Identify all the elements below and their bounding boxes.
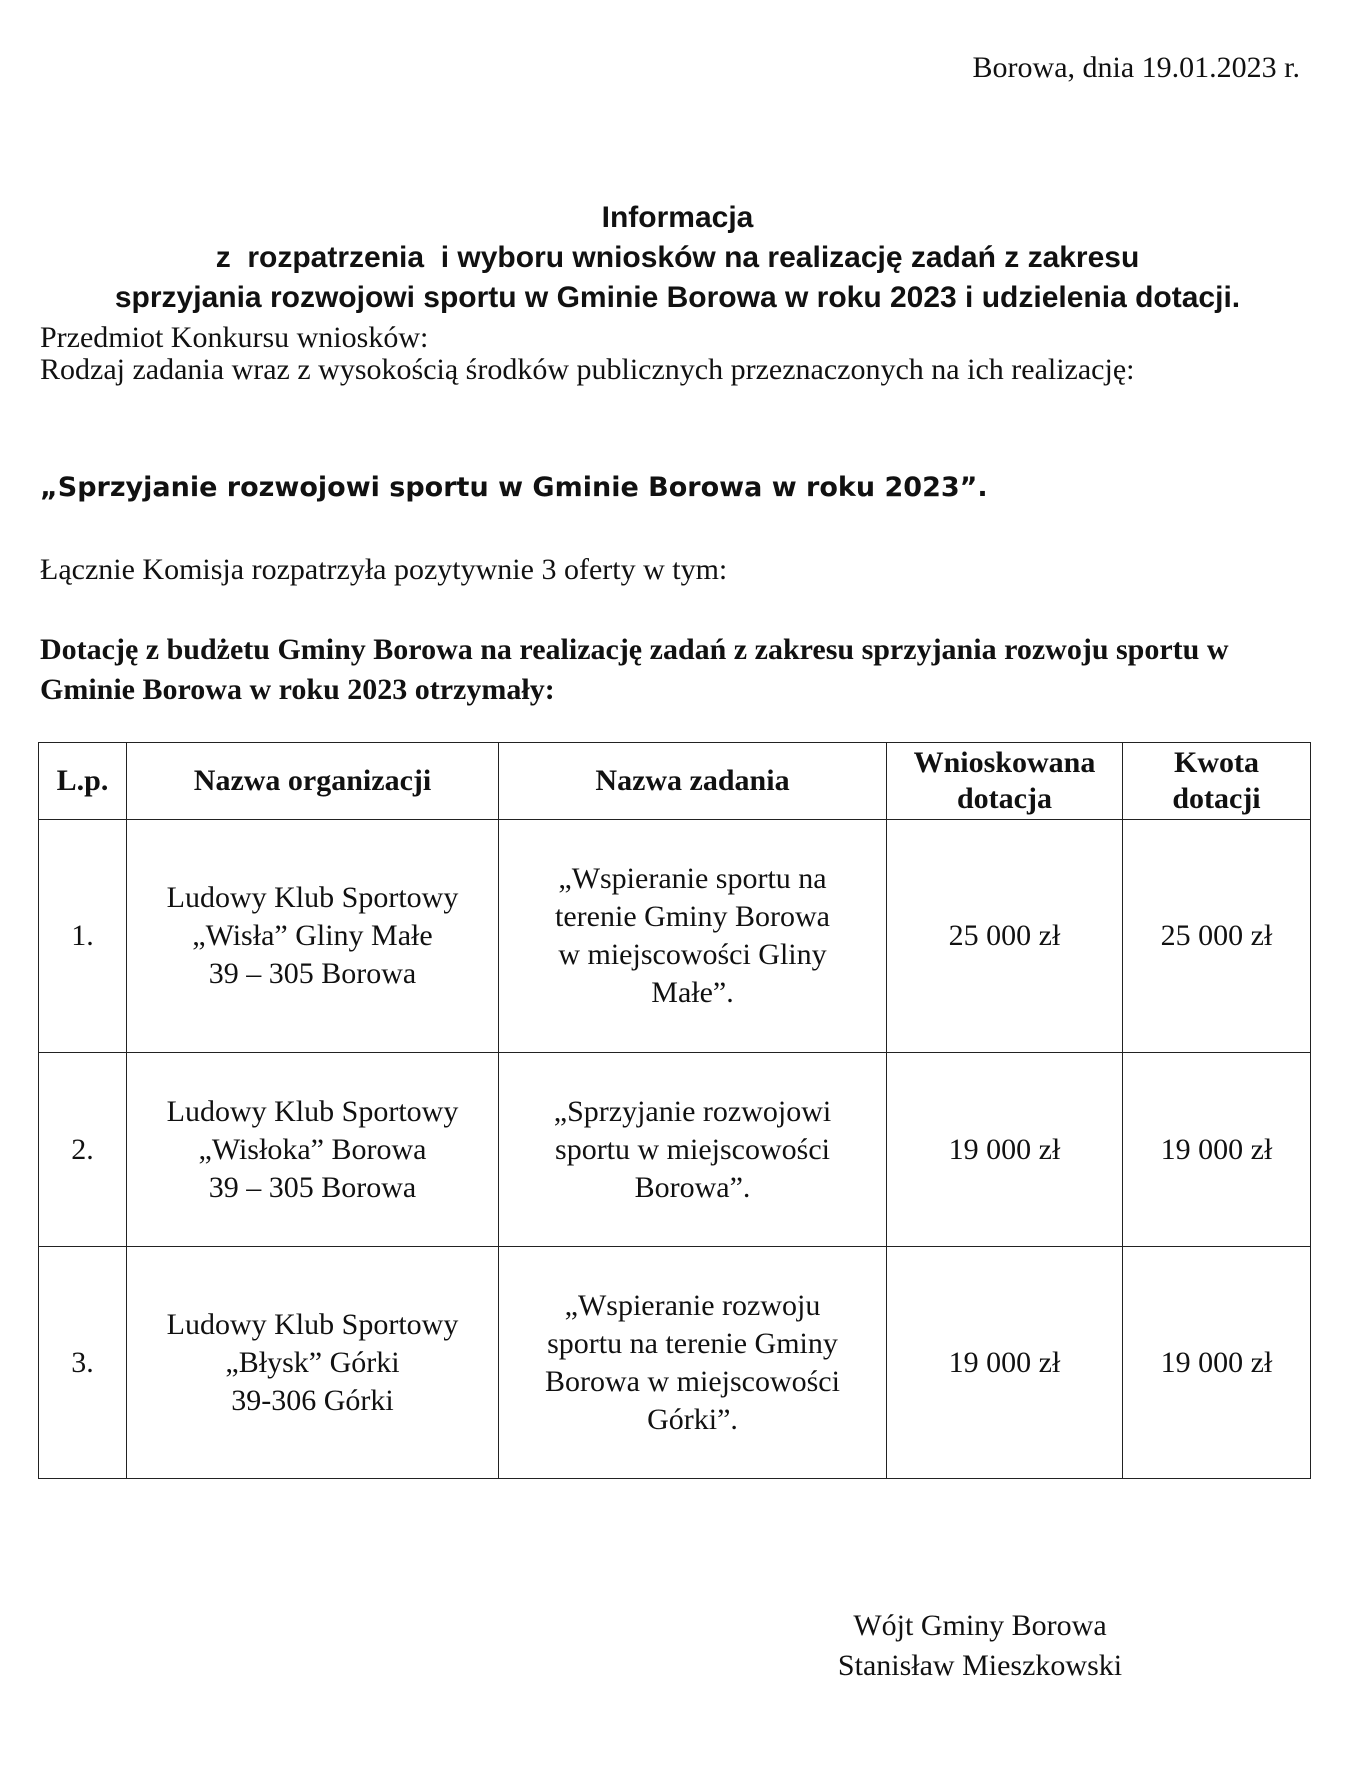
org-address: 39-306 Górki (231, 1383, 394, 1417)
org-name: Ludowy Klub Sportowy (166, 1094, 459, 1128)
row-amount: 25 000 zł (1123, 820, 1311, 1053)
header-task: Nazwa zadania (499, 743, 887, 820)
header-organization: Nazwa organizacji (127, 743, 499, 820)
heading-line-2: z rozpatrzenia i wyboru wniosków na realizację zadań z zakresu (215, 241, 1140, 274)
row-organization (127, 820, 499, 1053)
task-line: „Sprzyjanie rozwojowi (553, 1094, 832, 1128)
org-address: 39 – 305 Borowa (208, 957, 417, 990)
row-requested: 19 000 zł (887, 1053, 1123, 1247)
task-line: sportu w miejscowości (555, 1132, 830, 1166)
row-requested: 25 000 zł (887, 820, 1123, 1053)
row-task (499, 1053, 887, 1247)
table-row (39, 820, 1311, 1053)
row-task (499, 820, 887, 1053)
org-club: „Wisłoka” Borowa (198, 1132, 427, 1166)
task-line: Małe”. (651, 976, 734, 1009)
header-requested-line-1: Wnioskowana (913, 746, 1096, 779)
grants-table (38, 742, 1311, 1479)
row-requested: 19 000 zł (887, 1247, 1123, 1479)
header-amount (1123, 743, 1311, 820)
signature-title: Wójt Gminy Borowa (853, 1609, 1107, 1642)
table-row (39, 1247, 1311, 1479)
header-lp: L.p. (39, 743, 127, 820)
header-amount-line-2: dotacji (1172, 782, 1261, 815)
heading-line-3: sprzyjania rozwojowi sportu w Gminie Borowa w roku 2023 i udzielenia dotacji. (114, 281, 1241, 314)
org-name: Ludowy Klub Sportowy (166, 881, 459, 914)
row-task (499, 1247, 887, 1479)
row-organization (127, 1053, 499, 1247)
heading-title: Informacja (601, 201, 754, 234)
row-amount: 19 000 zł (1123, 1247, 1311, 1479)
header-requested-line-2: dotacja (957, 782, 1052, 815)
table-header-row (39, 743, 1311, 820)
task-line: „Wspieranie sportu na (558, 862, 827, 895)
task-line: „Wspieranie rozwoju (564, 1288, 821, 1322)
signature-block (780, 1606, 1180, 1686)
summary-text: Łącznie Komisja rozpatrzyła pozytywnie 3 oferty w tym: (40, 553, 728, 586)
org-name: Ludowy Klub Sportowy (166, 1307, 459, 1341)
header-requested (887, 743, 1123, 820)
row-lp: 1. (39, 820, 127, 1053)
row-amount: 19 000 zł (1123, 1053, 1311, 1247)
task-line: terenie Gminy Borowa (555, 900, 830, 933)
org-club: „Wisła” Gliny Małe (192, 919, 433, 952)
subject-description: Rodzaj zadania wraz z wysokością środków publicznych przeznaczonych na ich realizację: (40, 353, 1135, 386)
org-address: 39 – 305 Borowa (208, 1170, 417, 1204)
task-line: Borowa w miejscowości (545, 1364, 840, 1398)
document-heading (0, 198, 1355, 318)
subject-label: Przedmiot Konkursu wniosków: (40, 321, 429, 354)
task-line: w miejscowości Gliny (558, 938, 827, 971)
signature-name: Stanisław Mieszkowski (837, 1649, 1123, 1682)
row-organization (127, 1247, 499, 1479)
task-line: Borowa”. (634, 1170, 751, 1204)
task-line: Górki”. (647, 1402, 738, 1436)
task-line: sportu na terenie Gminy (547, 1326, 838, 1360)
table-row (39, 1053, 1311, 1247)
row-lp: 2. (39, 1053, 127, 1247)
contest-title: „Sprzyjanie rozwojowi sportu w Gminie Borowa w roku 2023”. (40, 472, 988, 503)
grant-intro: Dotację z budżetu Gminy Borowa na realizację zadań z zakresu sprzyjania rozwoju sportu w Gminie Borowa w roku 2023 otrzymały: (40, 633, 1229, 706)
document-date: Borowa, dnia 19.01.2023 r. (972, 51, 1300, 84)
row-lp: 3. (39, 1247, 127, 1479)
org-club: „Błysk” Górki (225, 1345, 400, 1379)
header-amount-line-1: Kwota (1174, 746, 1259, 779)
